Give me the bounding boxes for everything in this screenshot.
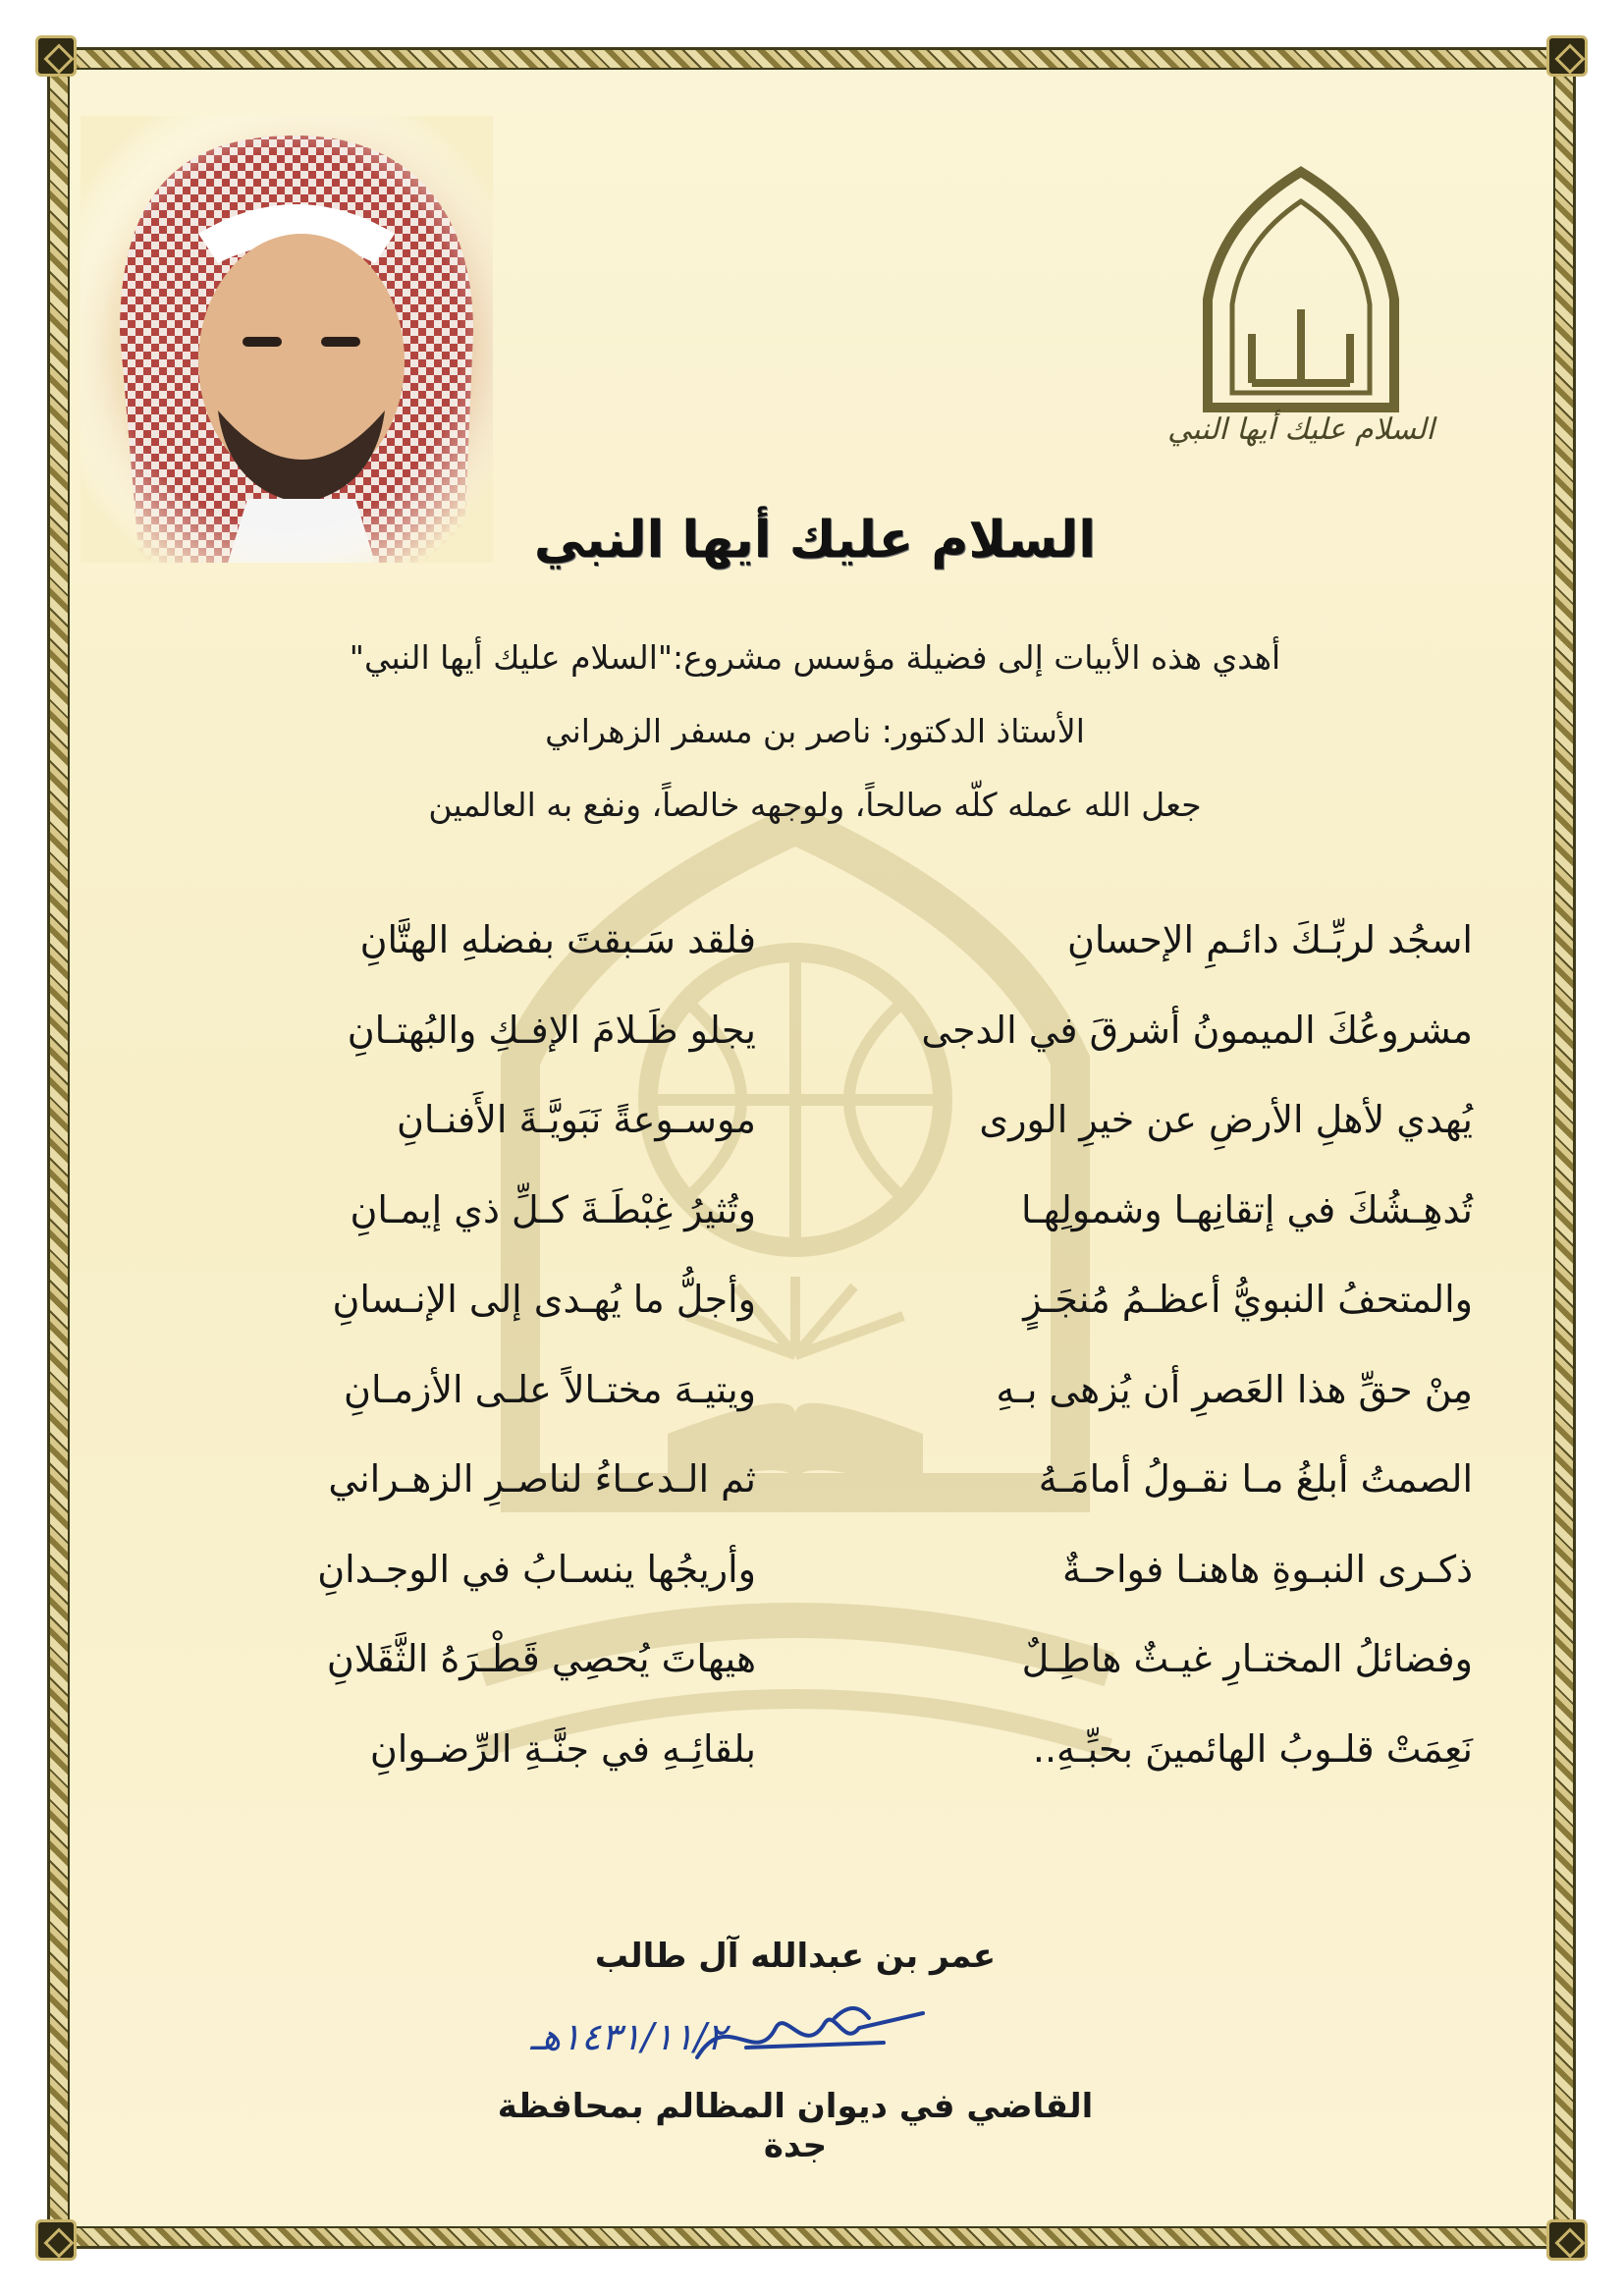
verse-second-hemistich: بلقائِـهِ في جنَّـةِ الرِّضـوانِ: [369, 1726, 756, 1771]
logo-icon: [1159, 162, 1443, 501]
handwritten-signature: [687, 1989, 943, 2077]
verse-first-hemistich: تُدهِـشُكَ في إتقانِهـا وشمولِهـا: [1020, 1187, 1473, 1231]
verse-row: [147, 918, 1473, 1009]
verse-row: [147, 1188, 1473, 1279]
verse-first-hemistich: اسجُد لربِّـكَ دائـمِ الإحسانِ: [1067, 918, 1473, 961]
verse-first-hemistich: وفضائلُ المختـارِ غيـثٌ هاطِـلٌ: [1021, 1637, 1473, 1680]
verse-first-hemistich: ذكـرى النبـوةِ هاهنـا فواحـةٌ: [1061, 1547, 1473, 1591]
verse-second-hemistich: يجلو ظَـلامَ الإفـكِ والبُهتـانِ: [347, 1008, 756, 1052]
signature-date: ١٤٣١/١١/٢هـ: [530, 2015, 727, 2058]
verse-row: [147, 1457, 1473, 1548]
verse-first-hemistich: يُهدي لأهلِ الأرضِ عن خيرِ الورى: [979, 1098, 1473, 1141]
verse-first-hemistich: والمتحفُ النبويُّ أعظـمُ مُنجَـزٍ: [1023, 1278, 1473, 1321]
author-name: عمر بن عبدالله آل طالب: [594, 1937, 997, 1976]
corner-ornament-icon: [35, 2219, 77, 2261]
corner-ornament-icon: [1546, 2219, 1588, 2261]
dedication-line: جعل الله عمله كلّه صالحاً، ولوجهه خالصاً، ونفع به العالمين: [428, 786, 1202, 824]
corner-ornament-icon: [35, 35, 77, 77]
logo-caption: السلام عليك أيها النبي: [1167, 412, 1434, 447]
corner-ornament-icon: [1546, 35, 1588, 77]
page-title: السلام عليك أيها النبي: [533, 511, 1097, 570]
dedication-line: أهدي هذه الأبيات إلى فضيلة مؤسس مشروع:"السلام عليك أيها النبي": [349, 638, 1281, 677]
verse-row: [147, 1098, 1473, 1188]
verse-row: [147, 1278, 1473, 1368]
verse-row: [147, 1637, 1473, 1727]
verse-second-hemistich: ثم الـدعـاءُ لناصـرِ الزهـراني: [328, 1457, 756, 1501]
verse-second-hemistich: ويتيـهَ مختـالاً علـى الأزمـانِ: [344, 1367, 756, 1411]
verse-first-hemistich: مِنْ حقِّ هذا العَصرِ أن يُزهى بـهِ: [996, 1367, 1473, 1411]
verse-row: [147, 1009, 1473, 1099]
verse-row: [147, 1368, 1473, 1458]
verse-second-hemistich: وأريجُها ينسـابُ في الوجـدانِ: [317, 1547, 756, 1591]
verse-row: [147, 1727, 1473, 1818]
author-position: القاضي في ديوان المظالم بمحافظة جدة: [497, 2087, 1094, 2165]
verse-first-hemistich: الصمتُ أبلغُ مـا نقـولُ أمامَـهُ: [1038, 1457, 1473, 1501]
portrait-photo: [81, 116, 493, 563]
verse-second-hemistich: وأجلُّ ما يُهـدى إلى الإنـسانِ: [332, 1278, 756, 1321]
verse-first-hemistich: نَعِمَتْ قلـوبُ الهائمينَ بحبِّـهِ..: [1032, 1726, 1473, 1771]
dedication-line: الأستاذ الدكتور: ناصر بن مسفر الزهراني: [545, 712, 1085, 750]
verse-second-hemistich: وتُثيرُ غِبْطَـةَ كـلِّ ذي إيمـانِ: [350, 1187, 756, 1231]
verse-row: [147, 1548, 1473, 1638]
verse-second-hemistich: فلقد سَـبقتَ بفضلهِ الهتَّانِ: [359, 918, 756, 961]
verse-second-hemistich: هيهاتَ يُحصِي قَطْـرَهُ الثَّقَلانِ: [326, 1637, 756, 1680]
poem: [147, 918, 1473, 1817]
verse-first-hemistich: مشروعُكَ الميمونُ أشرقَ في الدجى: [921, 1008, 1473, 1052]
verse-second-hemistich: موسـوعةً نَبَويَّـةَ الأَفنـانِ: [396, 1098, 756, 1141]
